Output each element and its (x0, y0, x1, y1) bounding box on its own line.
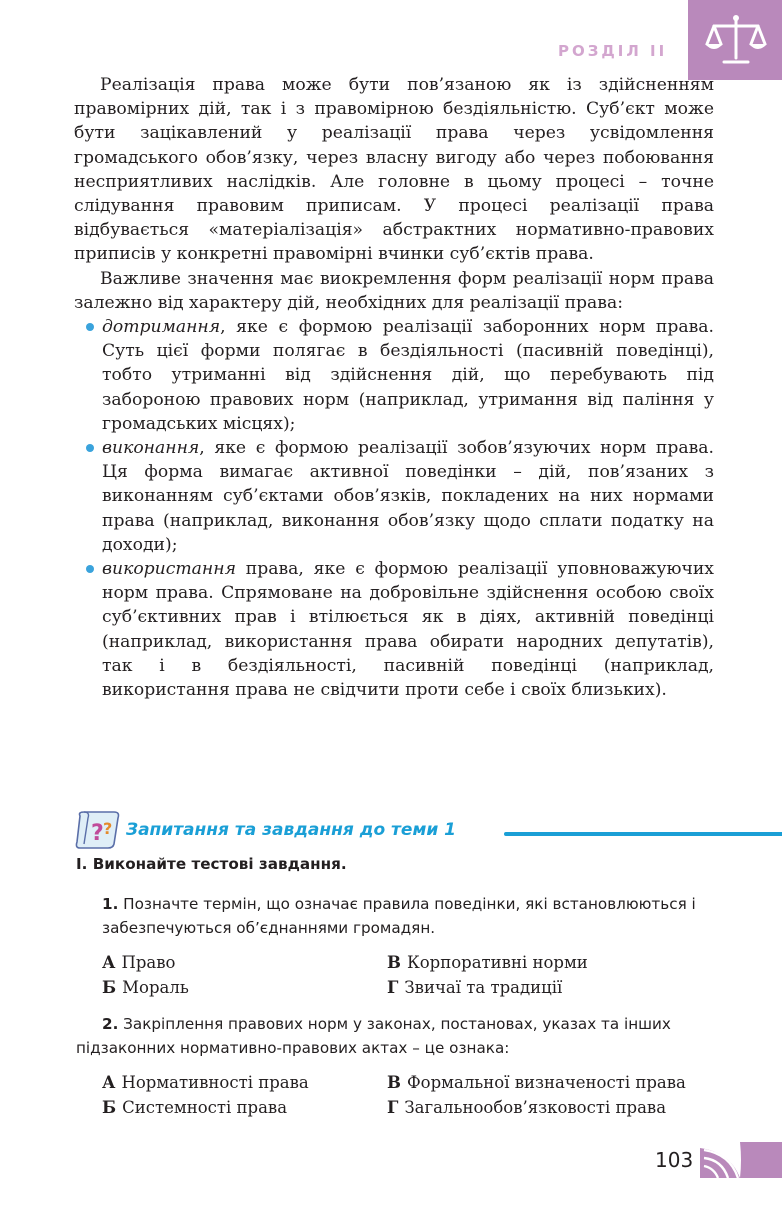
option-letter: Г (387, 1098, 399, 1117)
bullet-term: виконання (102, 438, 200, 459)
question-number: 2. (102, 1015, 119, 1033)
page-tab (700, 1142, 782, 1178)
bullet-dot-icon (86, 323, 94, 331)
part-heading: І. Виконайте тестові завдання. (76, 855, 347, 873)
question-text (102, 892, 714, 940)
answer-option[interactable] (387, 1095, 717, 1120)
bullet-term: використання (102, 559, 236, 580)
option-text: Загальнообов’язковості права (404, 1098, 667, 1117)
option-letter: В (387, 1073, 401, 1092)
test-tasks (76, 852, 714, 1132)
option-letter: Г (387, 978, 399, 997)
answer-option[interactable] (387, 1070, 717, 1095)
option-letter: А (102, 1073, 116, 1092)
option-text: Формальної визначеності права (406, 1073, 686, 1092)
wave-lines-icon (700, 1142, 782, 1178)
answer-options (102, 1070, 714, 1120)
paragraph: Реалізація права може бути пов’язаною як із здійсненням правомірних дій, так і з правомірною бездіяльністю. Суб’єкт може бути зацікавлений у реалізації права через усвідомлення громадського обов’язку, через власну вигоду або через побоювання несприятливих наслідків. Але головне в цьому процесі – точне слідування правовим приписам. У процесі реалізації права відбувається «матеріалізація» абстрактних нормативно-правових приписів у конкретні правомірні вчинки суб’єктів права. (74, 75, 714, 265)
questions-title: Запитання та завдання до теми 1 (126, 820, 456, 840)
option-letter: Б (102, 978, 117, 997)
paragraph: Важливе значення має виокремлення форм реалізації норм права залежно від характеру дій, необхідних для реалізації права: (74, 268, 714, 313)
bullet-term: дотримання (102, 317, 221, 338)
answer-option[interactable] (102, 975, 387, 1000)
bullet-text: права, яке є формою реалізації уповноважуючих норм права. Спрямоване на добровільне здійснення особою своїх суб’єктивних прав і втілюється як в діях, активній поведінці (наприклад, використання права обирати народних депутатів), так і в бездіяльності, пасивній поведінці (наприклад, використання права не свідчити проти себе і своїх близьких). (102, 559, 714, 701)
answer-option[interactable] (387, 950, 717, 975)
answer-option[interactable] (102, 950, 387, 975)
option-text: Системності права (122, 1098, 288, 1117)
list-item (74, 436, 714, 557)
list-item (74, 315, 714, 436)
option-text: Звичаї та традиції (404, 978, 563, 997)
page-number: 103 (655, 1148, 694, 1172)
question-scroll-icon (74, 808, 124, 852)
question-number: 1. (102, 895, 119, 913)
list-item (74, 557, 714, 702)
option-text: Мораль (122, 978, 189, 997)
option-text: Нормативності права (121, 1073, 309, 1092)
scales-icon (704, 12, 768, 68)
answer-option[interactable] (102, 1070, 387, 1095)
section-label: РОЗДІЛ II (558, 42, 668, 60)
option-text: Право (121, 953, 176, 972)
main-text (74, 73, 714, 702)
answer-option[interactable] (387, 975, 717, 1000)
question-text (76, 1012, 714, 1060)
bullet-dot-icon (86, 565, 94, 573)
answer-options (102, 950, 714, 1000)
option-letter: А (102, 953, 116, 972)
option-letter: Б (102, 1098, 117, 1117)
option-text: Корпоративні норми (406, 953, 588, 972)
question-body: Закріплення правових норм у законах, постановах, указах та інших підзаконних нормативно-правових актах – це ознака: (76, 1015, 671, 1057)
svg-text:?: ? (91, 821, 104, 846)
title-underline (504, 832, 782, 836)
bullet-dot-icon (86, 444, 94, 452)
section-tab (688, 0, 782, 80)
questions-heading (74, 808, 714, 852)
bullet-text: , яке є формою реалізації зобов’язуючих норм права. Ця форма вимагає активної поведінки – дій, пов’язаних з виконанням суб’єктами обов’язків, покладених на них нормами права (наприклад, виконання обов’язку щодо сплати податку на доходи); (102, 438, 714, 555)
option-letter: В (387, 953, 401, 972)
answer-option[interactable] (102, 1095, 387, 1120)
bullet-text: , яке є формою реалізації заборонних норм права. Суть цієї форми полягає в бездіяльності (пасивній поведінці), тобто утриманні від здійснення дій, що перебувають під забороною правових норм (наприклад, утримання від паління у громадських місцях); (102, 317, 714, 434)
svg-text:?: ? (103, 819, 113, 838)
question-body: Позначте термін, що означає правила поведінки, які встановлюються і забезпечуються об’єднаннями громадян. (102, 895, 696, 937)
